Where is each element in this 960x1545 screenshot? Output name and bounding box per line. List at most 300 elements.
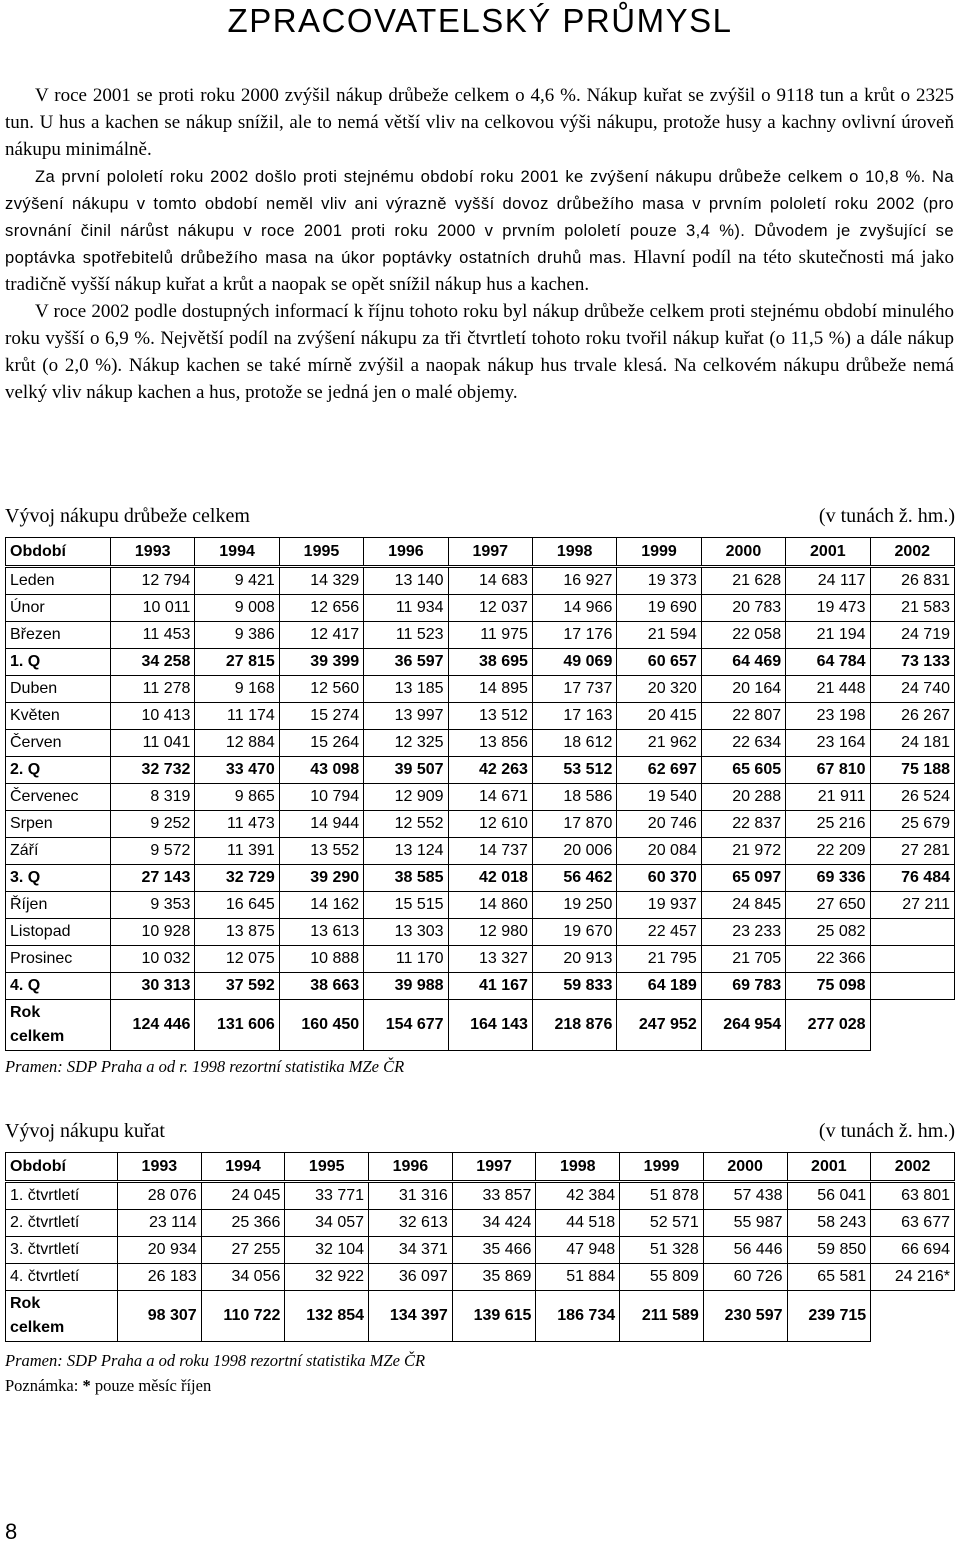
table-cell: 51 884 [536,1264,620,1291]
table-cell: 20 415 [617,703,701,730]
column-header: Období [6,1153,118,1182]
table-cell: 11 278 [111,676,195,703]
column-header: 1994 [201,1153,285,1182]
poultry-purchase-table [5,537,955,1051]
table-cell: 21 972 [701,838,785,865]
column-header: 1993 [118,1153,202,1182]
table-cell: 65 581 [787,1264,871,1291]
table-cell: 75 188 [870,757,954,784]
table-cell: 67 810 [786,757,870,784]
total-label [6,1000,111,1051]
row-label: Květen [6,703,111,730]
column-header: 1996 [369,1153,453,1182]
table-cell: 11 391 [195,838,279,865]
intro-text [5,82,954,406]
table-cell: 33 857 [452,1182,536,1210]
table-row [6,892,955,919]
table-cell: 14 895 [448,676,532,703]
table-cell: 64 469 [701,649,785,676]
table-cell: 39 988 [364,973,448,1000]
table-cell: 27 650 [786,892,870,919]
table-cell: 19 373 [617,567,701,595]
table-row [6,784,955,811]
table-cell: 47 948 [536,1237,620,1264]
table-cell: 56 462 [532,865,616,892]
table-cell: 22 807 [701,703,785,730]
total-label-line2: celkem [10,1319,65,1336]
table-cell: 60 657 [617,649,701,676]
table-cell: 15 264 [279,730,363,757]
table-cell: 27 143 [111,865,195,892]
table-cell: 9 386 [195,622,279,649]
table-cell: 22 634 [701,730,785,757]
table-cell: 11 473 [195,811,279,838]
table-cell: 11 523 [364,622,448,649]
column-header: 1999 [617,538,701,567]
row-label: 2. Q [6,757,111,784]
total-cell: 230 597 [703,1291,787,1342]
table-cell: 20 164 [701,676,785,703]
table-cell: 51 878 [620,1182,704,1210]
table-cell: 24 216* [871,1264,955,1291]
table-cell: 21 583 [870,595,954,622]
row-label: Červen [6,730,111,757]
intro-paragraph-2b: Hlavní podíl na této skutečnosti má jako tradičně vyšší nákup kuřat a krůt a naopak se opět snížil nákup hus a kachen. [5,247,954,295]
table-row [6,1264,955,1291]
table-cell: 16 645 [195,892,279,919]
table-cell: 14 944 [279,811,363,838]
table-cell: 21 628 [701,567,785,595]
table-row [6,973,955,1000]
table-cell: 21 962 [617,730,701,757]
table-row [6,676,955,703]
table-cell: 64 189 [617,973,701,1000]
table-cell: 12 325 [364,730,448,757]
table-cell: 22 366 [786,946,870,973]
table-cell: 32 732 [111,757,195,784]
total-label-line1: Rok [10,1295,41,1312]
table-cell: 24 740 [870,676,954,703]
table-cell: 32 104 [285,1237,369,1264]
total-cell [871,1291,955,1342]
column-header: 1998 [532,538,616,567]
intro-paragraph-3: V roce 2002 podle dostupných informací k říjnu tohoto roku byl nákup drůbeže celkem proti stejnému období minulého roku vyšší o 6,9 %. Největší podíl na zvýšení nákupu za tři čtvrtletí tohoto roku tvořil nákup kuřat (o 11,5 %) a dále nákup krůt (o 2,0 %). Nákup kachen se také mírně zvýšil a naopak nákup hus trvale klesá. Na celkovém nákupu drůbeže nemá velký vliv nákup kachen a hus, protože se jedná jen o malé objemy. [5,301,954,403]
table-cell: 21 911 [786,784,870,811]
table1-source: Pramen: SDP Praha a od r. 1998 rezortní statistika MZe ČR [5,1057,405,1076]
table1-heading [5,505,955,528]
table-cell: 14 860 [448,892,532,919]
table-cell: 27 815 [195,649,279,676]
table-cell: 20 288 [701,784,785,811]
row-label: 1. čtvrtletí [6,1182,118,1210]
page-title: ZPRACOVATELSKÝ PRŮMYSL [227,2,733,39]
table2-note [5,1376,211,1396]
table-cell: 10 888 [279,946,363,973]
table-cell: 12 980 [448,919,532,946]
table-cell: 14 966 [532,595,616,622]
table-cell: 60 726 [703,1264,787,1291]
table-row [6,1182,955,1210]
row-label: 3. čtvrtletí [6,1237,118,1264]
total-cell: 164 143 [448,1000,532,1051]
table-cell: 65 097 [701,865,785,892]
table-cell: 24 045 [201,1182,285,1210]
table-cell: 51 328 [620,1237,704,1264]
table-cell: 13 512 [448,703,532,730]
table-row [6,757,955,784]
total-cell: 277 028 [786,1000,870,1051]
table-cell: 26 267 [870,703,954,730]
row-label: 4. Q [6,973,111,1000]
column-header: 1994 [195,538,279,567]
table1-unit: (v tunách ž. hm.) [818,505,955,527]
total-cell: 131 606 [195,1000,279,1051]
table-cell: 20 913 [532,946,616,973]
table-cell: 24 117 [786,567,870,595]
table-cell: 22 058 [701,622,785,649]
table-cell: 9 008 [195,595,279,622]
table-cell: 19 670 [532,919,616,946]
total-cell: 264 954 [701,1000,785,1051]
table-cell: 75 098 [786,973,870,1000]
table-cell: 15 515 [364,892,448,919]
table-cell: 10 928 [111,919,195,946]
table-cell: 35 869 [452,1264,536,1291]
table-cell [870,946,954,973]
table-cell: 24 845 [701,892,785,919]
table-cell: 32 613 [369,1210,453,1237]
total-cell: 98 307 [118,1291,202,1342]
table-cell: 13 327 [448,946,532,973]
row-label: Říjen [6,892,111,919]
table-cell: 20 084 [617,838,701,865]
table-cell: 10 794 [279,784,363,811]
table-row [6,1237,955,1264]
table-cell: 24 719 [870,622,954,649]
table-cell: 36 097 [369,1264,453,1291]
row-label: Duben [6,676,111,703]
table-cell: 10 011 [111,595,195,622]
table-cell: 19 540 [617,784,701,811]
table-row [6,811,955,838]
table-cell: 19 473 [786,595,870,622]
table-cell: 12 037 [448,595,532,622]
table-cell: 42 384 [536,1182,620,1210]
table-cell: 65 605 [701,757,785,784]
table-cell: 19 690 [617,595,701,622]
table-cell: 19 937 [617,892,701,919]
total-cell: 247 952 [617,1000,701,1051]
note-star: * [82,1376,91,1395]
table-cell: 11 174 [195,703,279,730]
row-label: Červenec [6,784,111,811]
table-cell: 23 233 [701,919,785,946]
table-cell: 10 032 [111,946,195,973]
row-label: Leden [6,567,111,595]
total-label [6,1291,118,1342]
table-cell: 20 783 [701,595,785,622]
total-cell: 239 715 [787,1291,871,1342]
table-cell: 20 006 [532,838,616,865]
table-cell: 27 255 [201,1237,285,1264]
table-cell: 17 737 [532,676,616,703]
total-label-line2: celkem [10,1028,65,1045]
table-cell: 32 922 [285,1264,369,1291]
total-row [6,1291,955,1342]
table-cell: 25 679 [870,811,954,838]
total-cell: 110 722 [201,1291,285,1342]
row-label: Prosinec [6,946,111,973]
table-cell: 16 927 [532,567,616,595]
table-cell: 60 370 [617,865,701,892]
table-cell: 8 319 [111,784,195,811]
table-row [6,838,955,865]
table-cell: 14 737 [448,838,532,865]
table-cell: 22 209 [786,838,870,865]
total-cell: 134 397 [369,1291,453,1342]
total-row [6,1000,955,1051]
total-label-line1: Rok [10,1004,41,1021]
table-cell: 14 162 [279,892,363,919]
table-cell: 28 076 [118,1182,202,1210]
table-cell: 24 181 [870,730,954,757]
table-cell: 69 783 [701,973,785,1000]
table-row [6,730,955,757]
table-cell: 18 612 [532,730,616,757]
table-cell: 13 185 [364,676,448,703]
table-cell: 55 809 [620,1264,704,1291]
table-cell: 63 677 [871,1210,955,1237]
column-header: 1997 [448,538,532,567]
column-header: 2002 [870,538,954,567]
table-cell: 21 705 [701,946,785,973]
column-header: 1995 [279,538,363,567]
table-cell: 27 281 [870,838,954,865]
table-cell: 17 870 [532,811,616,838]
table-cell: 44 518 [536,1210,620,1237]
table-cell: 13 124 [364,838,448,865]
chicken-purchase-table [5,1152,955,1342]
table-cell: 13 856 [448,730,532,757]
table-cell: 13 303 [364,919,448,946]
table-cell: 12 417 [279,622,363,649]
table-cell: 11 453 [111,622,195,649]
table-cell: 58 243 [787,1210,871,1237]
table-cell: 11 934 [364,595,448,622]
table-cell: 11 170 [364,946,448,973]
table-cell: 9 865 [195,784,279,811]
table-cell: 22 457 [617,919,701,946]
table-cell: 33 470 [195,757,279,784]
table-cell: 20 320 [617,676,701,703]
table-cell: 66 694 [871,1237,955,1264]
intro-paragraph-2a: Za první pololetí roku 2002 došlo proti stejnému období roku 2001 ke zvýšení nákupu drůbeže celkem o 10,8 %. Na zvýšení nákupu v tomto období neměl vliv ani výrazně vyšší dovoz drůbežího masa v prvním pololetí roku 2002 (pro srovnání činil nárůst nákupu v roce 2001 proti roku 2000 v prvním pololetí pouze 3,4 %). Důvodem je zvyšující se poptávka spotřebitelů drůbežího masa na úkor poptávky ostatních druhů mas. [5,167,954,267]
page-number: 8 [5,1519,18,1544]
table-cell: 23 198 [786,703,870,730]
total-cell: 139 615 [452,1291,536,1342]
table-cell: 9 252 [111,811,195,838]
table-cell: 12 560 [279,676,363,703]
table-cell: 21 795 [617,946,701,973]
table-row [6,919,955,946]
table-cell: 13 875 [195,919,279,946]
table-cell: 57 438 [703,1182,787,1210]
column-header: 1999 [620,1153,704,1182]
column-header: 2001 [787,1153,871,1182]
table-cell: 14 671 [448,784,532,811]
table-row [6,865,955,892]
table-cell [870,919,954,946]
table-cell: 38 663 [279,973,363,1000]
table-cell: 11 041 [111,730,195,757]
table-row [6,567,955,595]
intro-paragraph-1: V roce 2001 se proti roku 2000 zvýšil nákup drůbeže celkem o 4,6 %. Nákup kuřat se zvýšil o 9118 tun a krůt o 2325 tun. U hus a kachen se nákup snížil, ale to nemá větší vliv na celkovou výši nákupu, protože husy a kachny ovlivní úroveň nákupu minimálně. [5,85,954,160]
table-cell: 34 371 [369,1237,453,1264]
table-cell: 26 524 [870,784,954,811]
column-header: 2001 [786,538,870,567]
table-cell: 12 075 [195,946,279,973]
table-cell: 17 176 [532,622,616,649]
column-header: 2000 [703,1153,787,1182]
table-cell: 26 183 [118,1264,202,1291]
table-cell: 15 274 [279,703,363,730]
table-cell: 30 313 [111,973,195,1000]
row-label: Listopad [6,919,111,946]
note-text: pouze měsíc říjen [90,1376,212,1395]
table-cell [870,973,954,1000]
column-header: 2002 [871,1153,955,1182]
table-cell: 22 837 [701,811,785,838]
table-cell: 12 610 [448,811,532,838]
table2-unit: (v tunách ž. hm.) [818,1120,955,1142]
table1-title: Vývoj nákupu drůbeže celkem [5,505,250,527]
row-label: 3. Q [6,865,111,892]
table-cell: 69 336 [786,865,870,892]
total-cell: 218 876 [532,1000,616,1051]
table-cell: 63 801 [871,1182,955,1210]
column-header: 1998 [536,1153,620,1182]
table-cell: 12 656 [279,595,363,622]
table-cell: 12 909 [364,784,448,811]
table-cell: 20 746 [617,811,701,838]
table-cell: 21 448 [786,676,870,703]
table-cell: 12 794 [111,567,195,595]
table-cell: 38 585 [364,865,448,892]
table-cell: 43 098 [279,757,363,784]
column-header: 1996 [364,538,448,567]
table-cell: 20 934 [118,1237,202,1264]
table-cell: 34 424 [452,1210,536,1237]
column-header: 2000 [701,538,785,567]
table-cell: 14 329 [279,567,363,595]
total-cell: 132 854 [285,1291,369,1342]
table-cell: 59 833 [532,973,616,1000]
table-cell: 76 484 [870,865,954,892]
table-row [6,649,955,676]
table-cell: 33 771 [285,1182,369,1210]
table-cell: 62 697 [617,757,701,784]
row-label: 4. čtvrtletí [6,1264,118,1291]
table2-source: Pramen: SDP Praha a od roku 1998 rezortní statistika MZe ČR [5,1351,426,1370]
table-cell: 37 592 [195,973,279,1000]
table-cell: 12 884 [195,730,279,757]
table2-title: Vývoj nákupu kuřat [5,1120,165,1142]
total-cell: 154 677 [364,1000,448,1051]
table-row [6,703,955,730]
table-cell: 21 594 [617,622,701,649]
table-cell: 34 057 [285,1210,369,1237]
table-cell: 23 164 [786,730,870,757]
table-cell: 9 168 [195,676,279,703]
table-cell: 18 586 [532,784,616,811]
table-cell: 59 850 [787,1237,871,1264]
table-row [6,1210,955,1237]
total-cell: 124 446 [111,1000,195,1051]
table-cell: 39 290 [279,865,363,892]
table-cell: 25 216 [786,811,870,838]
table-cell: 19 250 [532,892,616,919]
row-label: Srpen [6,811,111,838]
table-cell: 9 572 [111,838,195,865]
total-cell [870,1000,954,1051]
row-label: Září [6,838,111,865]
table-cell: 52 571 [620,1210,704,1237]
table-cell: 13 613 [279,919,363,946]
table2-header-row [6,1153,955,1182]
table-cell: 53 512 [532,757,616,784]
table-cell: 39 399 [279,649,363,676]
table1-header-row [6,538,955,567]
table-cell: 13 997 [364,703,448,730]
table-cell: 49 069 [532,649,616,676]
table-cell: 36 597 [364,649,448,676]
table-cell: 26 831 [870,567,954,595]
column-header: Období [6,538,111,567]
column-header: 1995 [285,1153,369,1182]
table-cell: 13 140 [364,567,448,595]
row-label: Březen [6,622,111,649]
table-cell: 56 446 [703,1237,787,1264]
table-cell: 31 316 [369,1182,453,1210]
table-cell: 27 211 [870,892,954,919]
table-cell: 34 258 [111,649,195,676]
table-cell: 42 263 [448,757,532,784]
table-cell: 64 784 [786,649,870,676]
table-cell: 34 056 [201,1264,285,1291]
table-cell: 39 507 [364,757,448,784]
total-cell: 186 734 [536,1291,620,1342]
table-cell: 13 552 [279,838,363,865]
total-cell: 160 450 [279,1000,363,1051]
table-cell: 23 114 [118,1210,202,1237]
table-cell: 41 167 [448,973,532,1000]
row-label: 2. čtvrtletí [6,1210,118,1237]
table-row [6,622,955,649]
table-cell: 9 421 [195,567,279,595]
table-row [6,946,955,973]
table-cell: 35 466 [452,1237,536,1264]
table-cell: 32 729 [195,865,279,892]
table-cell: 9 353 [111,892,195,919]
column-header: 1997 [452,1153,536,1182]
note-prefix: Poznámka: [5,1376,83,1395]
column-header: 1993 [111,538,195,567]
table-cell: 42 018 [448,865,532,892]
row-label: Únor [6,595,111,622]
table-cell: 73 133 [870,649,954,676]
intro-paragraph-2 [5,163,954,298]
table-cell: 38 695 [448,649,532,676]
